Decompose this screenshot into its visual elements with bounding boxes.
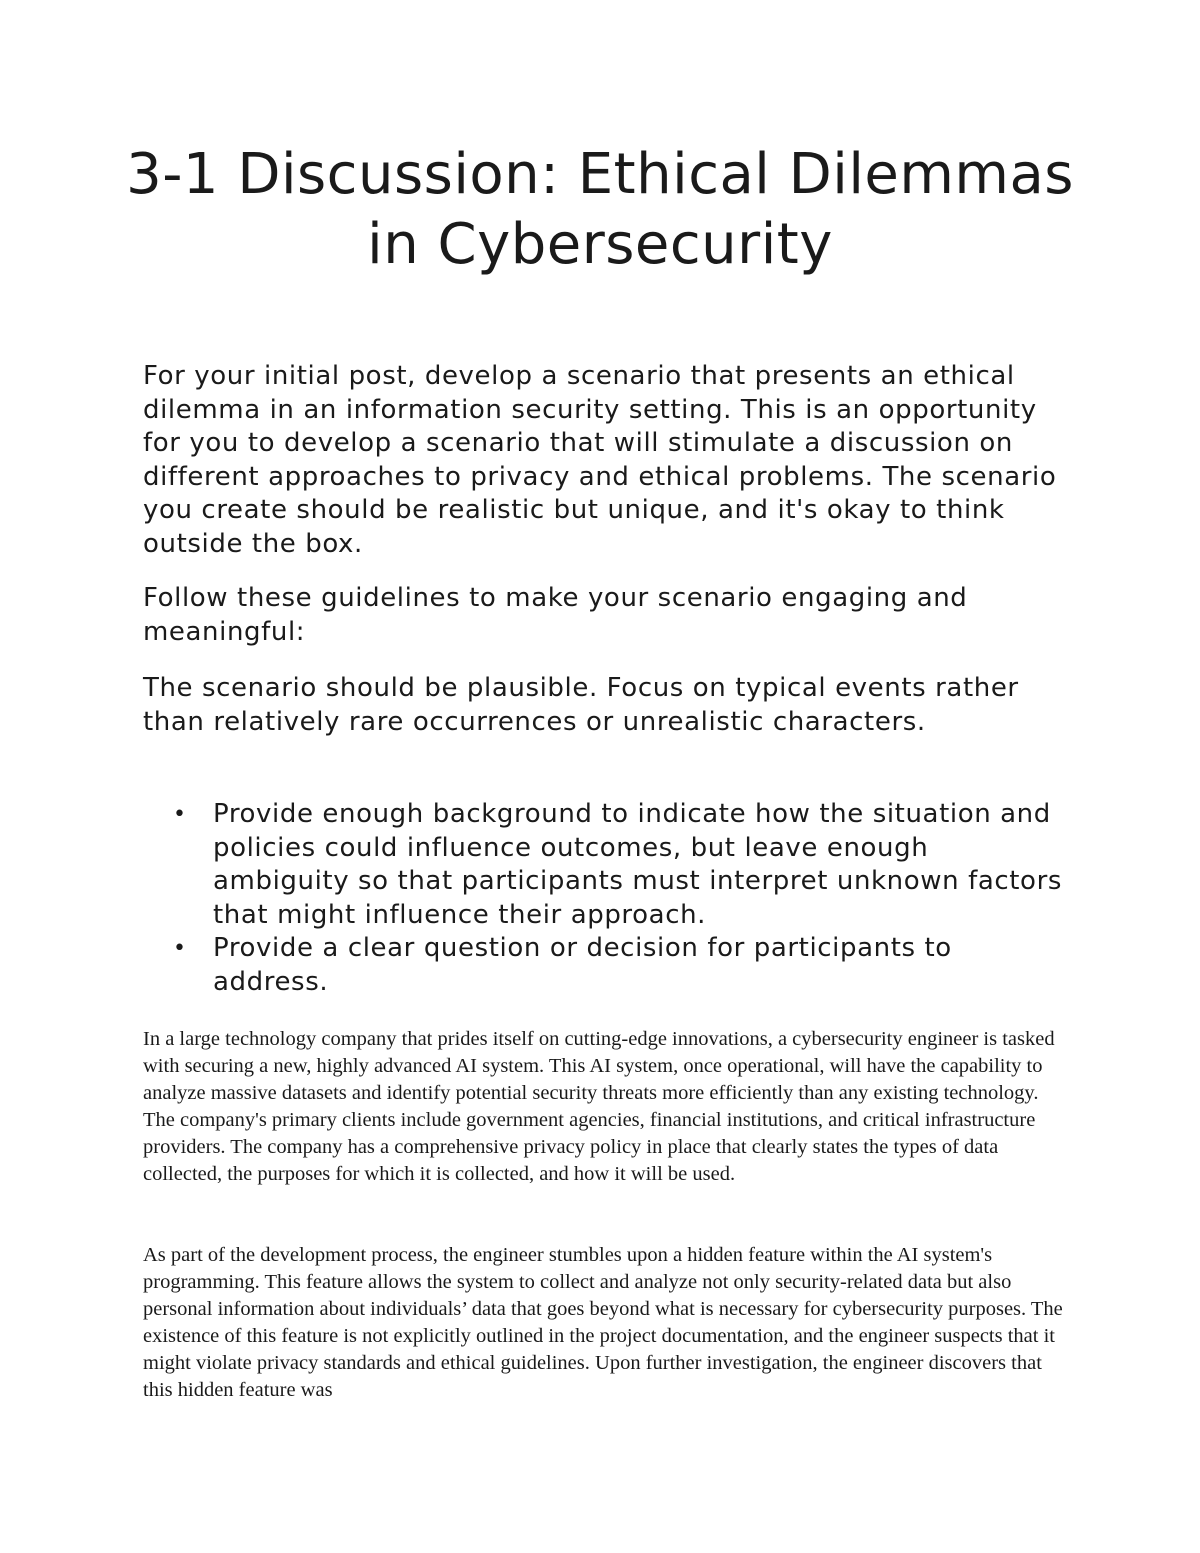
guidelines-intro-paragraph: Follow these guidelines to make your scenario engaging and meaningful:	[143, 583, 968, 647]
list-item	[143, 932, 1063, 999]
plausibility-paragraph: The scenario should be plausible. Focus on typical events rather than relatively rare occurrences or unrealistic characters.	[143, 673, 1019, 737]
scenario-paragraph: In a large technology company that prides itself on cutting-edge innovations, a cybersecurity engineer is tasked with securing a new, highly advanced AI system. This AI system, once operational, will have the capability to analyze massive datasets and identify potential security threats more efficiently than any existing technology. The company's primary clients include government agencies, financial institutions, and critical infrastructure providers. The company has a comprehensive privacy policy in place that clearly states the types of data collected, the purposes for which it is collected, and how it will be used.	[143, 1028, 1055, 1185]
intro-paragraph: For your initial post, develop a scenario that presents an ethical dilemma in an information security setting. This is an opportunity for you to develop a scenario that will stimulate a discussion on different approaches to privacy and ethical problems. The scenario you create should be realistic but unique, and it's okay to think outside the box.	[143, 361, 1057, 559]
list-item-text: Provide a clear question or decision for participants to address.	[213, 933, 952, 997]
bullet-icon: •	[173, 936, 187, 961]
document-title: 3-1 Discussion: Ethical Dilemmas in Cybersecurity	[126, 142, 1074, 277]
list-item	[143, 798, 1063, 932]
list-item-text: Provide enough background to indicate how the situation and policies could influence outcomes, but leave enough ambiguity so that participants must interpret unknown factors that might influence their approach.	[213, 799, 1062, 930]
bullet-icon: •	[173, 802, 187, 827]
guideline-list	[143, 798, 1063, 999]
scenario-paragraph: As part of the development process, the engineer stumbles upon a hidden feature within the AI system's programming. This feature allows the system to collect and analyze not only security-related data but also personal information about individuals’ data that goes beyond what is necessary for cybersecurity purposes. The existence of this feature is not explicitly outlined in the project documentation, and the engineer suspects that it might violate privacy standards and ethical guidelines. Upon further investigation, the engineer discovers that this hidden feature was	[143, 1244, 1063, 1401]
